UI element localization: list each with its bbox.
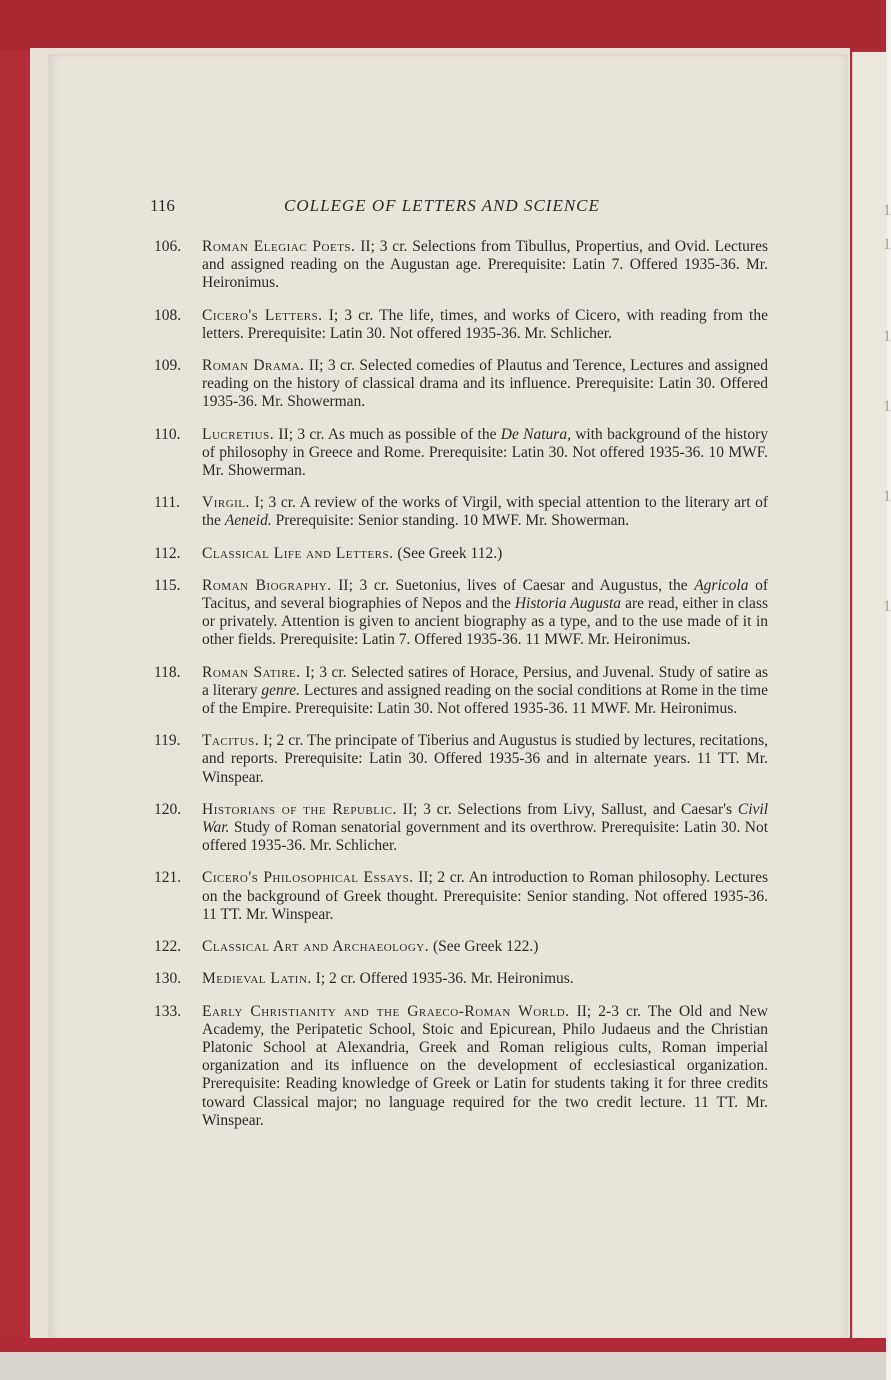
bleed-mark: 1 xyxy=(883,236,891,253)
book-cover-top xyxy=(0,0,886,50)
course-entry xyxy=(48,938,848,956)
work-title: Civil War. xyxy=(202,800,768,837)
course-title: Roman Drama. xyxy=(202,357,305,375)
course-entry xyxy=(48,494,848,530)
course-description xyxy=(202,307,768,343)
work-title: Historia Augusta xyxy=(514,595,622,613)
work-title: De Natura, xyxy=(500,425,571,443)
course-description xyxy=(202,1003,768,1130)
course-description xyxy=(202,545,768,563)
course-number: 109. xyxy=(154,357,182,375)
course-title: Early Christianity and the Graeco-Roman World. xyxy=(202,1002,570,1020)
course-title: Medieval Latin. xyxy=(202,970,312,988)
course-title: Cicero's Philosophical Essays. xyxy=(202,869,414,887)
course-entry xyxy=(48,1003,848,1130)
course-body: II; 3 cr. Selected comedies of Plautus and Terence, Lectures and assigned reading on the history of classical drama and its influence. Prerequisite: Latin 30. Offered 1935-36. Mr. Showerman. xyxy=(202,357,768,411)
work-title: Aeneid. xyxy=(224,512,272,530)
course-body: Prerequisite: Senior standing. 10 MWF. Mr. Showerman. xyxy=(271,512,630,530)
course-body: II; 3 cr. As much as possible of the xyxy=(274,425,501,443)
running-title: COLLEGE OF LETTERS AND SCIENCE xyxy=(284,196,600,215)
course-body: II; 3 cr. Selections from Livy, Sallust, and Caesar's xyxy=(396,800,738,818)
course-number: 112. xyxy=(154,544,181,562)
course-body: Study of Roman senatorial government and its overthrow. Prerequisite: Latin 30. Not offered 1935-36. Mr. Schlicher. xyxy=(202,819,768,855)
course-body: with background of the history of philosophy in Greece and Rome. Prerequisite: Latin 30. Not offered 1935-36. 10 MWF. Mr. Showerman. xyxy=(202,425,769,480)
course-number: 115. xyxy=(154,576,181,594)
bleed-mark: 1 xyxy=(883,202,891,219)
course-description xyxy=(202,577,768,650)
course-title: Virgil. xyxy=(202,494,250,512)
course-number: 120. xyxy=(154,800,182,818)
bleed-mark: 1 xyxy=(883,398,891,415)
course-body: Lectures and assigned reading on the social conditions at Rome in the time of the Empire. Prerequisite: Latin 30. Not offered 1935-36. 11 MWF. Mr. Heironimus. xyxy=(202,681,768,718)
bottom-band xyxy=(0,1338,886,1380)
course-number: 133. xyxy=(154,1002,182,1020)
course-title: Roman Elegiac Poets. xyxy=(202,238,356,255)
course-entry xyxy=(48,801,848,856)
course-description xyxy=(202,732,768,787)
course-description xyxy=(202,357,768,412)
course-list xyxy=(48,238,848,1144)
course-entry xyxy=(48,238,848,293)
work-title: genre. xyxy=(261,681,300,699)
course-description xyxy=(202,970,768,988)
course-description xyxy=(202,238,768,293)
course-number: 110. xyxy=(154,425,181,443)
course-title: Roman Biography. xyxy=(202,576,332,594)
course-body: I; 3 cr. The life, times, and works of Cicero, with reading from the letters. Prerequisite: Latin 30. Not offered 1935-36. Mr. Schlicher. xyxy=(202,306,768,342)
course-number: 106. xyxy=(154,238,182,255)
course-title: Cicero's Letters. xyxy=(202,306,323,324)
course-title: Roman Satire. xyxy=(202,663,301,681)
course-entry xyxy=(48,357,848,412)
course-number: 122. xyxy=(154,938,182,956)
course-title: Historians of the Republic. xyxy=(202,800,397,818)
book-page xyxy=(48,54,848,1340)
page-number: 116 xyxy=(150,196,175,215)
course-entry xyxy=(48,970,848,988)
course-body: (See Greek 122.) xyxy=(429,938,539,956)
course-number: 119. xyxy=(154,732,181,750)
course-body: II; 3 cr. Suetonius, lives of Caesar and Augustus, the xyxy=(331,576,695,594)
course-entry xyxy=(48,577,848,650)
course-description xyxy=(202,494,768,530)
course-entry xyxy=(48,869,848,924)
course-entry xyxy=(48,307,848,343)
course-entry xyxy=(48,732,848,787)
course-number: 121. xyxy=(154,869,182,887)
course-number: 118. xyxy=(154,663,181,681)
course-body: of Tacitus, and several biographies of Nepos and the xyxy=(202,576,768,613)
bleed-mark: 1 xyxy=(883,598,891,615)
page-header xyxy=(48,196,848,220)
course-body: I; 3 cr. A review of the works of Virgil, with special attention to the literary art of the xyxy=(202,494,768,530)
course-body: II; 2-3 cr. The Old and New Academy, the Peripatetic School, Stoic and Epicurean, Philo Judaeus and the Christian Platonic School at Alexandria, Greek and Roman religious cults, Roman imperial organization and its influence on the development of ecclesiastical organization. Prerequisite: Reading knowledge of Greek or Latin for students taking it for three credits toward Classical major; no language required for the two credit lecture. 11 TT. Mr. Winspear. xyxy=(202,1002,768,1129)
bleed-mark: 1 xyxy=(883,328,891,345)
course-body: are read, either in class or privately. Attention is given to ancient biography as a type, and to the use made of it in other fields. Prerequisite: Latin 7. Offered 1935-36. 11 MWF. Mr. Heironimus. xyxy=(202,595,769,649)
course-entry xyxy=(48,664,848,719)
course-title: Classical Life and Letters. xyxy=(202,544,394,562)
bleed-mark: 1 xyxy=(883,488,891,505)
course-description xyxy=(202,426,768,481)
course-entry xyxy=(48,545,848,563)
book-cover-bottom xyxy=(0,1338,886,1352)
course-body: II; 3 cr. Selections from Tibullus, Propertius, and Ovid. Lectures and assigned reading on the Augustan age. Prerequisite: Latin 7. Offered 1935-36. Mr. Heironimus. xyxy=(202,238,768,292)
course-description xyxy=(202,664,768,719)
course-number: 111. xyxy=(154,494,180,512)
course-title: Tacitus. xyxy=(202,732,260,750)
course-title: Classical Art and Archaeology. xyxy=(202,938,430,956)
next-page-edge xyxy=(852,52,891,1338)
course-body: I; 2 cr. The principate of Tiberius and Augustus is studied by lectures, recitations, and reports. Prerequisite: Latin 30. Offered 1935-36 and in alternate years. 11 TT. Mr. Winspear. xyxy=(202,732,768,786)
course-body: I; 2 cr. Offered 1935-36. Mr. Heironimus. xyxy=(311,970,574,988)
course-number: 108. xyxy=(154,306,182,324)
course-body: (See Greek 112.) xyxy=(393,544,503,562)
course-body: II; 2 cr. An introduction to Roman philosophy. Lectures on the background of Greek thought. Prerequisite: Senior standing. Not offered 1935-36. 11 TT. Mr. Winspear. xyxy=(202,869,769,923)
course-title: Lucretius. xyxy=(202,425,275,443)
course-body: I; 3 cr. Selected satires of Horace, Persius, and Juvenal. Study of satire as a literary xyxy=(202,663,769,699)
course-description xyxy=(202,869,768,924)
course-description xyxy=(202,938,768,956)
work-title: Agricola xyxy=(694,576,749,594)
course-number: 130. xyxy=(154,970,182,988)
course-description xyxy=(202,801,768,856)
course-entry xyxy=(48,426,848,481)
